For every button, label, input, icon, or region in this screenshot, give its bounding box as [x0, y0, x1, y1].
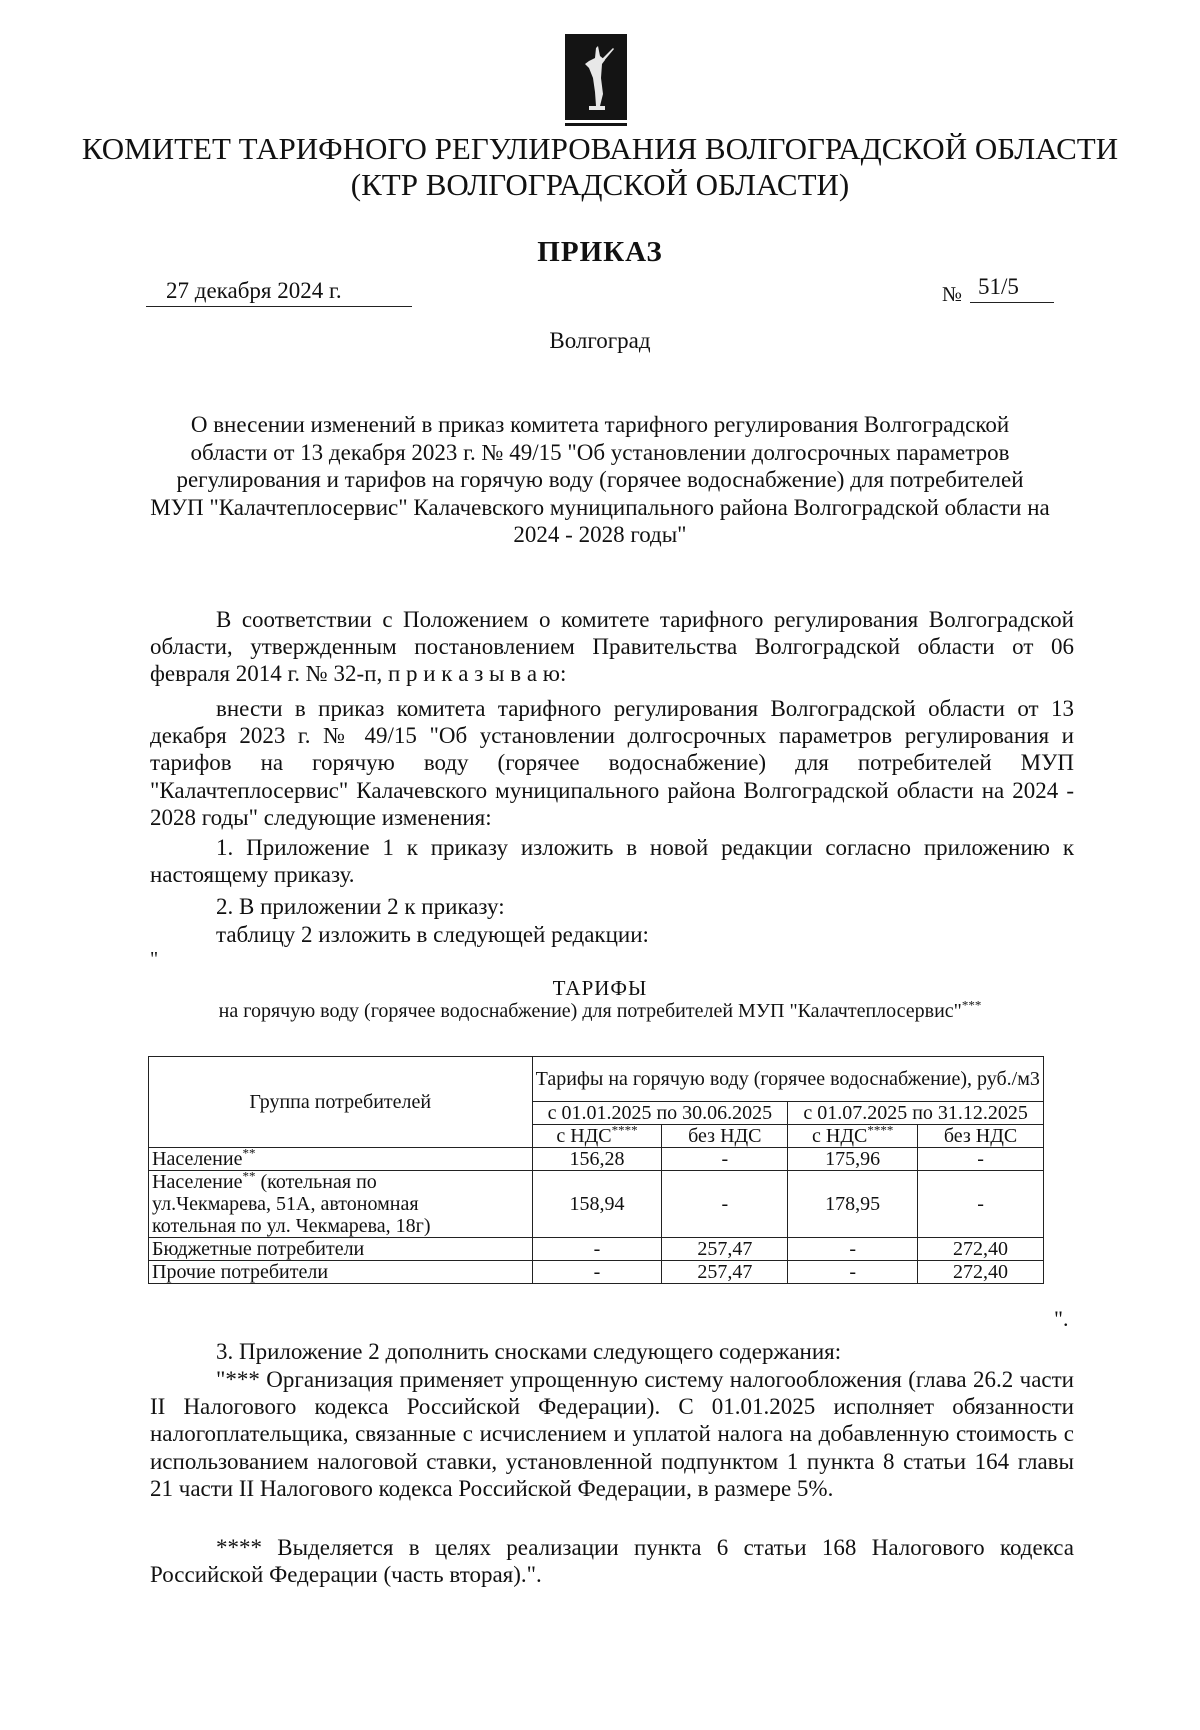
- tariff-header-cell: Тарифы на горячую воду (горячее водоснабжение), руб./м3: [532, 1057, 1043, 1102]
- quote-close-mark: ".: [1054, 1306, 1069, 1331]
- paragraph-order: внести в приказ комитета тарифного регулирования Волгоградской области от 13 декабря 2023 г. № 49/15 "Об установлении долгосрочных параметров регулирования и тарифов на горячую воду (горячее водоснабжение) для потребителей МУП "Калачтеплосервис" Калачевского муниципального района Волгоградской области на 2024 - 2028 годы" следующие изменения:: [150, 696, 1074, 830]
- row-value-cell: 272,40: [918, 1238, 1044, 1261]
- row-value-cell: 257,47: [662, 1261, 788, 1284]
- table-row: [149, 1171, 1044, 1238]
- row-value-cell: -: [788, 1261, 918, 1284]
- footnote-3-stars: "*** Организация применяет упрощенную систему налогообложения (глава 26.2 части II Налогового кодекса Российской Федерации). С 01.01.2025 исполняет обязанности налогоплательщика, связанные с исчислением и уплатой налога на добавленную стоимость с использованием налоговой ставки, установленной подпунктом 1 пункта 8 статьи 164 главы 21 части II Налогового кодекса Российской Федерации, в размере 5%.: [150, 1367, 1074, 1501]
- row-value-cell: 156,28: [532, 1148, 662, 1171]
- row-group-cell: Прочие потребители: [149, 1261, 533, 1284]
- table-subtitle-footnote-mark: ***: [961, 997, 982, 1013]
- row-value-cell: -: [788, 1238, 918, 1261]
- row-value-cell: -: [918, 1148, 1044, 1171]
- monument-silhouette-icon: [565, 34, 627, 120]
- tariff-table: [148, 1056, 1044, 1284]
- footnote-4-stars: **** Выделяется в целях реализации пункта 6 статьи 168 Налогового кодекса Российской Федерации (часть вторая).".: [150, 1535, 1074, 1588]
- no-vat-header-cell: без НДС: [918, 1125, 1044, 1148]
- document-number-label: №: [942, 282, 963, 306]
- row-value-cell: -: [532, 1261, 662, 1284]
- period-1-cell: с 01.01.2025 по 30.06.2025: [532, 1102, 788, 1125]
- row-value-cell: 158,94: [532, 1171, 662, 1238]
- row-group-cell: [149, 1168, 533, 1238]
- table-row: [149, 1261, 1044, 1284]
- table-title: ТАРИФЫ: [552, 976, 648, 1000]
- row-value-cell: -: [918, 1171, 1044, 1238]
- row-group-text: Население: [152, 1148, 243, 1170]
- row-value-cell: 257,47: [662, 1238, 788, 1261]
- document-date: 27 декабря 2024 г.: [146, 278, 412, 307]
- document-city: Волгоград: [549, 328, 651, 353]
- row-value-cell: 272,40: [918, 1261, 1044, 1284]
- document-number: 51/5: [970, 274, 1054, 303]
- row-value-cell: -: [662, 1171, 788, 1238]
- paragraph-basis: В соответствии с Положением о комитете тарифного регулирования Волгоградской области, утвержденным постановлением Правительства Волгоградской области от 06 февраля 2014 г. № 32-п, п р и к а з ы в а ю:: [150, 607, 1074, 687]
- period-2-cell: с 01.07.2025 по 31.12.2025: [788, 1102, 1044, 1125]
- vat-header-cell: [788, 1122, 918, 1148]
- row-group-note: (котельная по ул.Чекмарева, 51А, автономная котельная по ул. Чекмарева, 18г): [152, 1171, 431, 1237]
- document-type: ПРИКАЗ: [537, 236, 663, 268]
- row-group-cell: Бюджетные потребители: [149, 1238, 533, 1261]
- row-value-cell: -: [532, 1238, 662, 1261]
- vat-footnote-mark: ****: [611, 1122, 638, 1138]
- emblem-underline: [565, 123, 627, 126]
- row-footnote-mark: **: [242, 1168, 256, 1184]
- paragraph-item-3: 3. Приложение 2 дополнить сносками следующего содержания:: [216, 1339, 842, 1364]
- coat-of-arms-emblem: [565, 34, 627, 120]
- table-row: [149, 1238, 1044, 1261]
- table-row: [149, 1148, 1044, 1171]
- document-title: О внесении изменений в приказ комитета тарифного регулирования Волгоградской области от 13 декабря 2023 г. № 49/15 "Об установлении долгосрочных параметров регулирования и тарифов на горячую воду (горячее водоснабжение) для потребителей МУП "Калачтеплосервис" Калачевского муниципального района Волгоградской области на 2024 - 2028 годы": [150, 412, 1050, 548]
- table-header-row: [149, 1057, 1044, 1102]
- vat-header-cell: [532, 1122, 662, 1148]
- paragraph-item-2: 2. В приложении 2 к приказу:: [216, 894, 505, 919]
- row-value-cell: 175,96: [788, 1148, 918, 1171]
- paragraph-item-2-table: таблицу 2 изложить в следующей редакции:: [216, 922, 649, 947]
- table-subtitle-text: на горячую воду (горячее водоснабжение) для потребителей МУП "Калачтеплосервис": [218, 1000, 962, 1022]
- row-value-cell: -: [662, 1148, 788, 1171]
- row-value-cell: 178,95: [788, 1171, 918, 1238]
- vat-header-text: с НДС: [556, 1125, 612, 1147]
- paragraph-item-1: 1. Приложение 1 к приказу изложить в новой редакции согласно приложению к настоящему приказу.: [150, 835, 1074, 888]
- no-vat-header-cell: без НДС: [662, 1125, 788, 1148]
- vat-footnote-mark: ****: [867, 1122, 894, 1138]
- vat-header-text: с НДС: [812, 1125, 868, 1147]
- quote-open-mark: ": [150, 948, 159, 970]
- table-subtitle: [0, 997, 1200, 1023]
- committee-name: КОМИТЕТ ТАРИФНОГО РЕГУЛИРОВАНИЯ ВОЛГОГРАДСКОЙ ОБЛАСТИ: [81, 131, 1119, 166]
- group-header-cell: Группа потребителей: [149, 1057, 533, 1148]
- row-footnote-mark: **: [242, 1145, 256, 1161]
- row-group-text: Население: [152, 1171, 243, 1193]
- committee-abbreviation: (КТР ВОЛГОГРАДСКОЙ ОБЛАСТИ): [350, 167, 850, 202]
- row-group-cell: [149, 1145, 533, 1171]
